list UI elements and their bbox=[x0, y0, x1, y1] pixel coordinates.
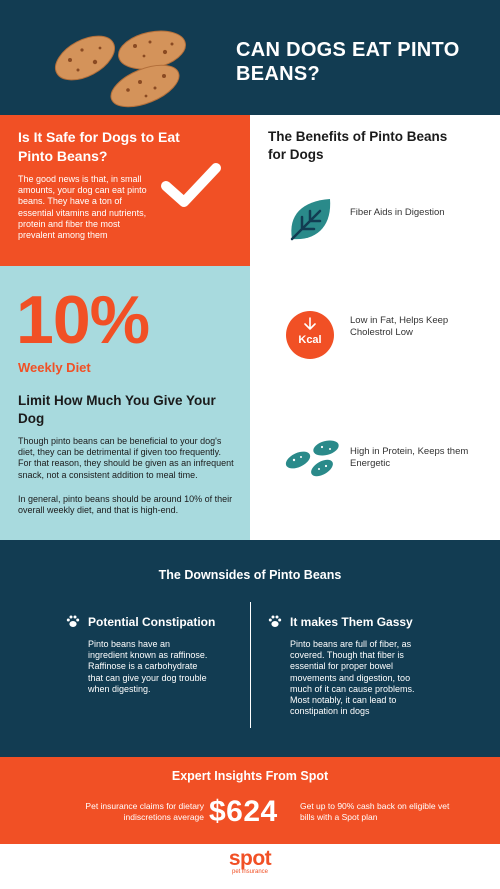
downsides-section bbox=[0, 540, 500, 757]
constipation-text: Pinto beans have an ingredient known as raffinose. Raffinose is a carbohydrate that can give your dog trouble when digesting. bbox=[88, 639, 208, 694]
downsides-heading: The Downsides of Pinto Beans bbox=[158, 568, 342, 582]
limit-heading: Limit How Much You Give Your Dog bbox=[18, 393, 216, 426]
benefits-section bbox=[250, 115, 500, 540]
gassy-text: Pinto beans are full of fiber, as covered. Though that fiber is essential for proper bowel movements and digestion, too much of it can cause problems. Most notably, it can lead to constipation in dogs bbox=[290, 639, 415, 717]
leaf-icon bbox=[284, 195, 336, 247]
benefits-heading: The Benefits of Pinto Beans for Dogs bbox=[268, 129, 448, 162]
percent-value: 10% bbox=[16, 282, 150, 358]
paw-icon bbox=[66, 614, 80, 628]
diet-section bbox=[0, 266, 250, 540]
gassy-heading: It makes Them Gassy bbox=[290, 615, 413, 629]
page-title: CAN DOGS EAT PINTO BEANS? bbox=[236, 39, 460, 85]
limit-paragraph-2: In general, pinto beans should be around 10% of their overall weekly diet, and that is high-end. bbox=[18, 494, 233, 516]
benefit-fat-label: Low in Fat, Helps Keep Cholestrol Low bbox=[350, 315, 449, 338]
expert-heading: Expert Insights From Spot bbox=[171, 769, 329, 783]
expert-insights-section bbox=[0, 757, 500, 844]
claims-amount: $624 bbox=[209, 795, 278, 828]
constipation-heading: Potential Constipation bbox=[88, 615, 216, 629]
spot-logo[interactable]: spot bbox=[228, 847, 272, 870]
claims-text: Pet insurance claims for dietary indiscretions average bbox=[85, 801, 204, 822]
beans-icon bbox=[282, 430, 342, 478]
footer bbox=[0, 844, 500, 889]
pinto-beans-illustration bbox=[40, 20, 200, 110]
kcal-text: Kcal bbox=[298, 334, 322, 346]
weekly-diet-label: Weekly Diet bbox=[18, 360, 91, 375]
checkmark-icon bbox=[160, 160, 222, 208]
benefit-fiber-label: Fiber Aids in Digestion bbox=[350, 207, 445, 218]
benefit-protein-label: High in Protein, Keeps them Energetic bbox=[350, 446, 469, 469]
logo-tagline: pet insurance bbox=[231, 869, 269, 875]
safety-heading: Is It Safe for Dogs to Eat Pinto Beans? bbox=[18, 129, 180, 164]
kcal-icon bbox=[286, 311, 334, 359]
arrow-down-icon bbox=[304, 317, 316, 331]
column-divider bbox=[250, 602, 251, 728]
cashback-text: Get up to 90% cash back on eligible vet bills with a Spot plan bbox=[300, 801, 450, 822]
limit-paragraph-1: Though pinto beans can be beneficial to your dog's diet, they can be detrimental if given too frequently. For that reason, they should be given as an infrequent snack, not a consistent addition to meal time. bbox=[18, 436, 234, 480]
paw-icon bbox=[268, 614, 282, 628]
safety-text: The good news is that, in small amounts, your dog can eat pinto beans. They have a ton of essential vitamins and nutrients, protein and fiber the most prevalent among them bbox=[18, 174, 147, 241]
hero-banner bbox=[0, 0, 500, 115]
